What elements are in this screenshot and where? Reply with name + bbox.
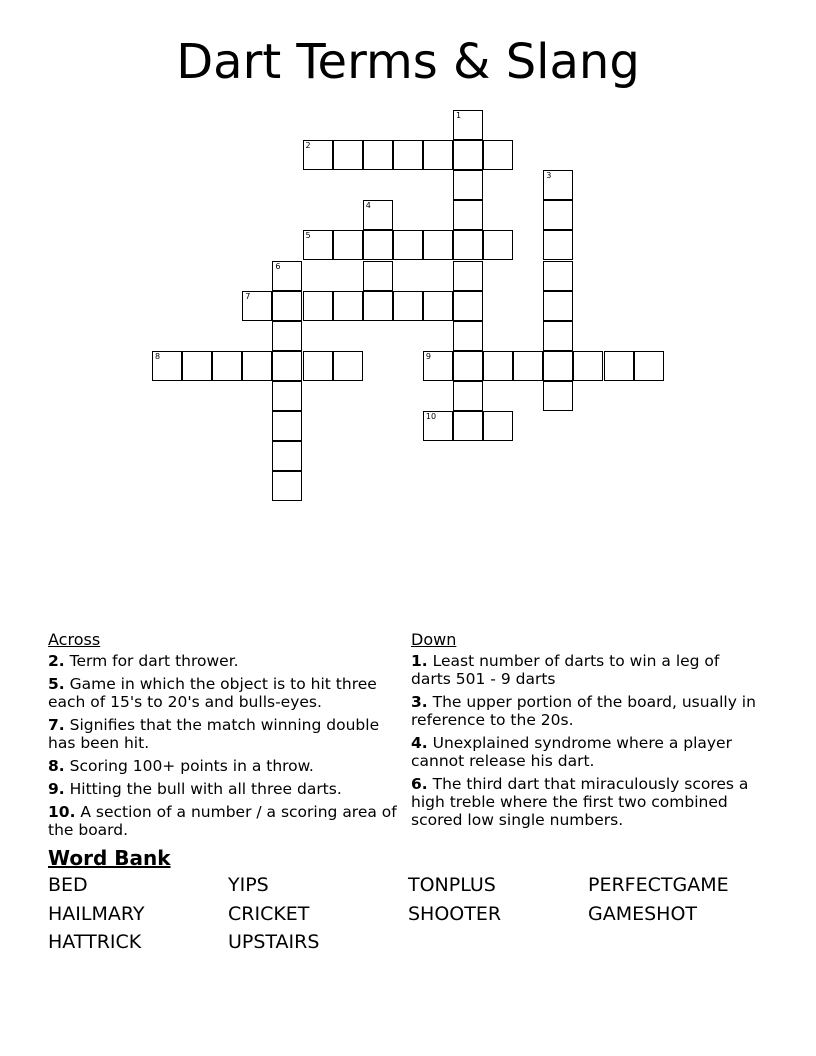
across-clue: [48, 716, 398, 752]
crossword-cell[interactable]: [483, 140, 513, 170]
crossword-grid: [0, 0, 816, 520]
crossword-cell[interactable]: [453, 321, 483, 351]
clue-text: A section of a number / a scoring area of the board.: [48, 803, 397, 839]
clue-number-label: 7.: [48, 716, 65, 734]
crossword-cell[interactable]: [272, 471, 302, 501]
across-heading: Across: [48, 630, 101, 649]
clue-number: 3: [546, 171, 552, 181]
clue-number: 7: [245, 291, 251, 301]
crossword-cell[interactable]: [303, 351, 333, 381]
down-clue: [411, 652, 761, 688]
clue-text: Scoring 100+ points in a throw.: [64, 757, 314, 775]
clue-text: Signifies that the match winning double has been hit.: [48, 716, 380, 752]
clue-number-label: 10.: [48, 803, 76, 821]
crossword-cell[interactable]: [483, 411, 513, 441]
clue-number-label: 4.: [411, 734, 428, 752]
crossword-cell[interactable]: [363, 261, 393, 291]
clue-number: 6: [275, 261, 281, 271]
crossword-cell[interactable]: [453, 261, 483, 291]
clue-text: Least number of darts to win a leg of darts 501 - 9 darts: [411, 652, 720, 688]
across-clue: [48, 675, 398, 711]
crossword-cell[interactable]: [483, 230, 513, 260]
crossword-cell[interactable]: [333, 291, 363, 321]
crossword-cell[interactable]: [543, 351, 573, 381]
crossword-cell[interactable]: [543, 170, 573, 200]
crossword-cell[interactable]: [423, 351, 453, 381]
word-bank-heading: Word Bank: [48, 846, 171, 870]
word-bank-item: SHOOTER: [408, 902, 502, 925]
down-heading: Down: [411, 630, 457, 649]
down-clue-list: [411, 652, 761, 834]
clue-number: 2: [305, 141, 311, 151]
word-bank-item: GAMESHOT: [588, 902, 698, 925]
clue-number: 4: [365, 201, 371, 211]
down-clue: [411, 693, 761, 729]
crossword-cell[interactable]: [333, 140, 363, 170]
crossword-cell[interactable]: [543, 230, 573, 260]
crossword-cell[interactable]: [453, 291, 483, 321]
crossword-cell[interactable]: [393, 291, 423, 321]
clue-text: Game in which the object is to hit three each of 15's to 20's and bulls-eyes.: [48, 675, 377, 711]
crossword-cell[interactable]: [272, 441, 302, 471]
crossword-cell[interactable]: [453, 411, 483, 441]
word-bank-item: HATTRICK: [48, 931, 142, 953]
crossword-cell[interactable]: [303, 140, 333, 170]
clue-number: 8: [155, 351, 161, 361]
crossword-cell[interactable]: [513, 351, 543, 381]
across-clue-list: [48, 652, 398, 844]
word-bank-item: UPSTAIRS: [228, 931, 320, 953]
clue-number: 10: [425, 412, 437, 421]
crossword-cell[interactable]: [423, 140, 453, 170]
crossword-cell[interactable]: [182, 351, 212, 381]
clue-text: Term for dart thrower.: [64, 652, 239, 670]
crossword-cell[interactable]: [272, 321, 302, 351]
crossword-cell[interactable]: [543, 291, 573, 321]
down-clue: [411, 734, 761, 770]
word-bank-item: PERFECTGAME: [588, 874, 729, 896]
word-bank-item: CRICKET: [228, 902, 310, 925]
crossword-cell[interactable]: [272, 261, 302, 291]
across-clue: [48, 803, 398, 839]
crossword-cell[interactable]: [453, 230, 483, 260]
clue-number-label: 9.: [48, 780, 65, 798]
clue-number: 9: [425, 351, 431, 361]
crossword-cell[interactable]: [453, 381, 483, 411]
clue-number-label: 8.: [48, 757, 65, 775]
clue-text: The third dart that miraculously scores a high treble where the first two combined scored low single numbers.: [411, 775, 749, 829]
clue-text: Unexplained syndrome where a player cannot release his dart.: [411, 734, 732, 770]
crossword-cell[interactable]: [363, 230, 393, 260]
crossword-cell[interactable]: [483, 351, 513, 381]
clue-number-label: 5.: [48, 675, 65, 693]
crossword-cell[interactable]: [363, 140, 393, 170]
clue-number-label: 6.: [411, 775, 428, 793]
word-bank-item: BED: [48, 874, 88, 896]
down-clue: [411, 775, 761, 829]
crossword-cell[interactable]: [543, 200, 573, 230]
word-bank-item: TONPLUS: [408, 874, 496, 896]
crossword-cell[interactable]: [212, 351, 242, 381]
crossword-cell[interactable]: [634, 351, 664, 381]
crossword-cell[interactable]: [272, 381, 302, 411]
crossword-cell[interactable]: [152, 351, 182, 381]
word-bank: [48, 874, 788, 960]
crossword-cell[interactable]: [363, 291, 393, 321]
crossword-cell[interactable]: [303, 291, 333, 321]
crossword-cell[interactable]: [453, 110, 483, 140]
crossword-cell[interactable]: [543, 321, 573, 351]
crossword-cell[interactable]: [453, 351, 483, 381]
clue-number-label: 2.: [48, 652, 65, 670]
clue-number: 1: [456, 111, 462, 120]
crossword-cell[interactable]: [573, 351, 603, 381]
page-title: Dart Terms & Slang: [176, 34, 640, 90]
across-clue: [48, 757, 398, 775]
crossword-cell[interactable]: [242, 291, 272, 321]
crossword-cell[interactable]: [272, 411, 302, 441]
crossword-cell[interactable]: [423, 411, 453, 441]
crossword-cell[interactable]: [393, 230, 423, 260]
crossword-cell[interactable]: [303, 230, 333, 260]
crossword-cell[interactable]: [363, 200, 393, 230]
crossword-cell[interactable]: [604, 351, 634, 381]
clue-text: The upper portion of the board, usually in reference to the 20s.: [411, 693, 756, 729]
crossword-cell[interactable]: [333, 351, 363, 381]
crossword-cell[interactable]: [272, 351, 302, 381]
crossword-cell[interactable]: [543, 381, 573, 411]
crossword-cell[interactable]: [242, 351, 272, 381]
crossword-cell[interactable]: [272, 291, 302, 321]
clue-number-label: 3.: [411, 693, 428, 711]
across-clue: [48, 652, 398, 670]
crossword-cell[interactable]: [543, 261, 573, 291]
crossword-cell[interactable]: [453, 200, 483, 230]
crossword-cell[interactable]: [393, 140, 423, 170]
word-bank-item: YIPS: [228, 874, 269, 896]
across-clue: [48, 780, 398, 798]
crossword-cell[interactable]: [453, 140, 483, 170]
clue-text: Hitting the bull with all three darts.: [64, 780, 342, 798]
crossword-cell[interactable]: [423, 230, 453, 260]
word-bank-item: HAILMARY: [48, 902, 145, 925]
crossword-cell[interactable]: [423, 291, 453, 321]
clue-number-label: 1.: [411, 652, 428, 670]
crossword-cell[interactable]: [333, 230, 363, 260]
crossword-cell[interactable]: [453, 170, 483, 200]
clue-number: 5: [305, 231, 311, 241]
